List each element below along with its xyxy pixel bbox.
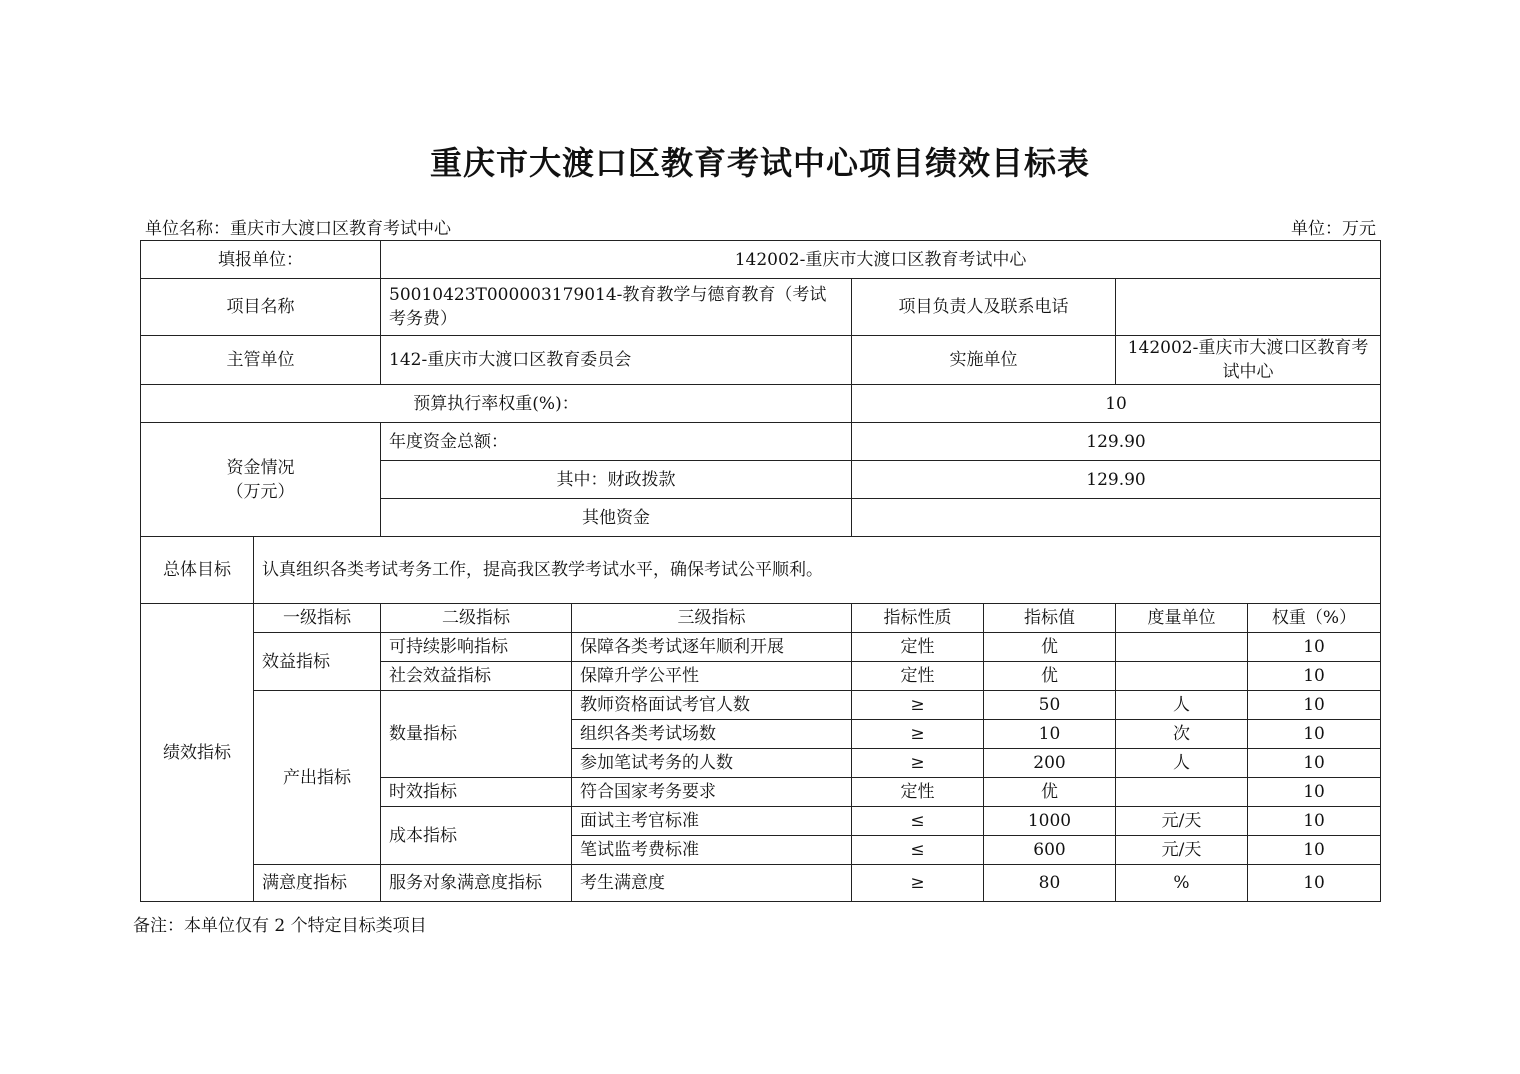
impl-unit-label: 实施单位 xyxy=(852,336,1116,385)
level2-social: 社会效益指标 xyxy=(381,662,572,691)
indicator-value: 优 xyxy=(984,633,1116,662)
goal-row xyxy=(141,537,1381,604)
indicator-value: 1000 xyxy=(984,807,1116,836)
indicator-header-row xyxy=(141,604,1381,633)
project-name-label: 项目名称 xyxy=(141,279,381,336)
indicator-value: 10 xyxy=(984,720,1116,749)
indicator-unit: % xyxy=(1116,865,1248,902)
indicator-weight: 10 xyxy=(1248,807,1381,836)
contact-value xyxy=(1116,279,1381,336)
indicator-weight: 10 xyxy=(1248,691,1381,720)
indicator-value: 优 xyxy=(984,662,1116,691)
indicator-unit xyxy=(1116,633,1248,662)
supervisor-value: 142-重庆市大渡口区教育委员会 xyxy=(381,336,852,385)
indicator-name: 保障各类考试逐年顺利开展 xyxy=(572,633,852,662)
indicator-name: 教师资格面试考官人数 xyxy=(572,691,852,720)
indicator-unit xyxy=(1116,778,1248,807)
performance-label: 绩效指标 xyxy=(141,604,254,902)
indicator-name: 考生满意度 xyxy=(572,865,852,902)
budget-weight-row xyxy=(141,385,1381,423)
level2-timeliness: 时效指标 xyxy=(381,778,572,807)
indicator-name: 面试主考官标准 xyxy=(572,807,852,836)
indicator-unit: 人 xyxy=(1116,749,1248,778)
funds-total-value: 129.90 xyxy=(852,423,1381,461)
funds-label-line1: 资金情况 xyxy=(226,457,295,478)
table-row xyxy=(141,865,1381,902)
indicator-nature: ≤ xyxy=(852,836,984,865)
indicator-weight: 10 xyxy=(1248,778,1381,807)
indicator-name: 笔试监考费标准 xyxy=(572,836,852,865)
indicator-unit: 元/天 xyxy=(1116,836,1248,865)
indicator-name: 保障升学公平性 xyxy=(572,662,852,691)
level2-sustain: 可持续影响指标 xyxy=(381,633,572,662)
level1-benefit: 效益指标 xyxy=(254,633,381,691)
header-level3: 三级指标 xyxy=(572,604,852,633)
level2-service: 服务对象满意度指标 xyxy=(381,865,572,902)
level1-satisfaction: 满意度指标 xyxy=(254,865,381,902)
indicator-value: 50 xyxy=(984,691,1116,720)
indicator-nature: ≥ xyxy=(852,691,984,720)
funds-label-line2: （万元） xyxy=(226,481,295,502)
header-weight: 权重（%） xyxy=(1248,604,1381,633)
table-row xyxy=(141,691,1381,720)
indicator-nature: ≥ xyxy=(852,720,984,749)
supervisor-label: 主管单位 xyxy=(141,336,381,385)
currency-unit: 单位：万元 xyxy=(1291,219,1376,239)
level2-cost: 成本指标 xyxy=(381,807,572,865)
funds-label xyxy=(141,423,381,537)
funds-fiscal-label: 其中：财政拨款 xyxy=(381,461,852,499)
funds-total-row xyxy=(141,423,1381,461)
indicator-unit: 次 xyxy=(1116,720,1248,749)
indicator-name: 符合国家考务要求 xyxy=(572,778,852,807)
contact-label: 项目负责人及联系电话 xyxy=(852,279,1116,336)
project-name-row xyxy=(141,279,1381,336)
table-row xyxy=(141,633,1381,662)
fill-unit-label: 填报单位： xyxy=(141,241,381,279)
indicator-unit: 人 xyxy=(1116,691,1248,720)
indicator-value: 优 xyxy=(984,778,1116,807)
indicator-weight: 10 xyxy=(1248,836,1381,865)
indicator-nature: ≥ xyxy=(852,749,984,778)
page-title: 重庆市大渡口区教育考试中心项目绩效目标表 xyxy=(429,144,1090,182)
indicator-unit xyxy=(1116,662,1248,691)
footnote: 备注：本单位仅有 2 个特定目标类项目 xyxy=(133,916,427,936)
indicator-weight: 10 xyxy=(1248,749,1381,778)
funds-total-label: 年度资金总额： xyxy=(381,423,852,461)
indicator-nature: 定性 xyxy=(852,662,984,691)
level2-quantity: 数量指标 xyxy=(381,691,572,778)
indicator-nature: ≤ xyxy=(852,807,984,836)
header-level1: 一级指标 xyxy=(254,604,381,633)
supervisor-row xyxy=(141,336,1381,385)
goal-text: 认真组织各类考试考务工作，提高我区教学考试水平，确保考试公平顺利。 xyxy=(254,537,1381,604)
impl-unit-value: 142002-重庆市大渡口区教育考试中心 xyxy=(1116,336,1381,385)
funds-other-label: 其他资金 xyxy=(381,499,852,537)
indicator-unit: 元/天 xyxy=(1116,807,1248,836)
indicator-nature: ≥ xyxy=(852,865,984,902)
indicator-value: 80 xyxy=(984,865,1116,902)
budget-weight-value: 10 xyxy=(852,385,1381,423)
indicator-weight: 10 xyxy=(1248,633,1381,662)
budget-weight-label: 预算执行率权重(%)： xyxy=(141,385,852,423)
indicator-weight: 10 xyxy=(1248,720,1381,749)
header-nature: 指标性质 xyxy=(852,604,984,633)
indicator-value: 600 xyxy=(984,836,1116,865)
fill-unit-value: 142002-重庆市大渡口区教育考试中心 xyxy=(381,241,1381,279)
header-unit: 度量单位 xyxy=(1116,604,1248,633)
indicator-nature: 定性 xyxy=(852,633,984,662)
fill-unit-row xyxy=(141,241,1381,279)
performance-table xyxy=(140,240,1381,902)
goal-label: 总体目标 xyxy=(141,537,254,604)
header-value: 指标值 xyxy=(984,604,1116,633)
indicator-value: 200 xyxy=(984,749,1116,778)
level1-output: 产出指标 xyxy=(254,691,381,865)
unit-name: 单位名称：重庆市大渡口区教育考试中心 xyxy=(145,219,451,239)
indicator-name: 组织各类考试场数 xyxy=(572,720,852,749)
indicator-weight: 10 xyxy=(1248,865,1381,902)
header-level2: 二级指标 xyxy=(381,604,572,633)
indicator-name: 参加笔试考务的人数 xyxy=(572,749,852,778)
funds-fiscal-value: 129.90 xyxy=(852,461,1381,499)
project-name-value: 50010423T000003179014-教育教学与德育教育（考试考务费） xyxy=(381,279,852,336)
funds-other-value xyxy=(852,499,1381,537)
indicator-weight: 10 xyxy=(1248,662,1381,691)
indicator-nature: 定性 xyxy=(852,778,984,807)
